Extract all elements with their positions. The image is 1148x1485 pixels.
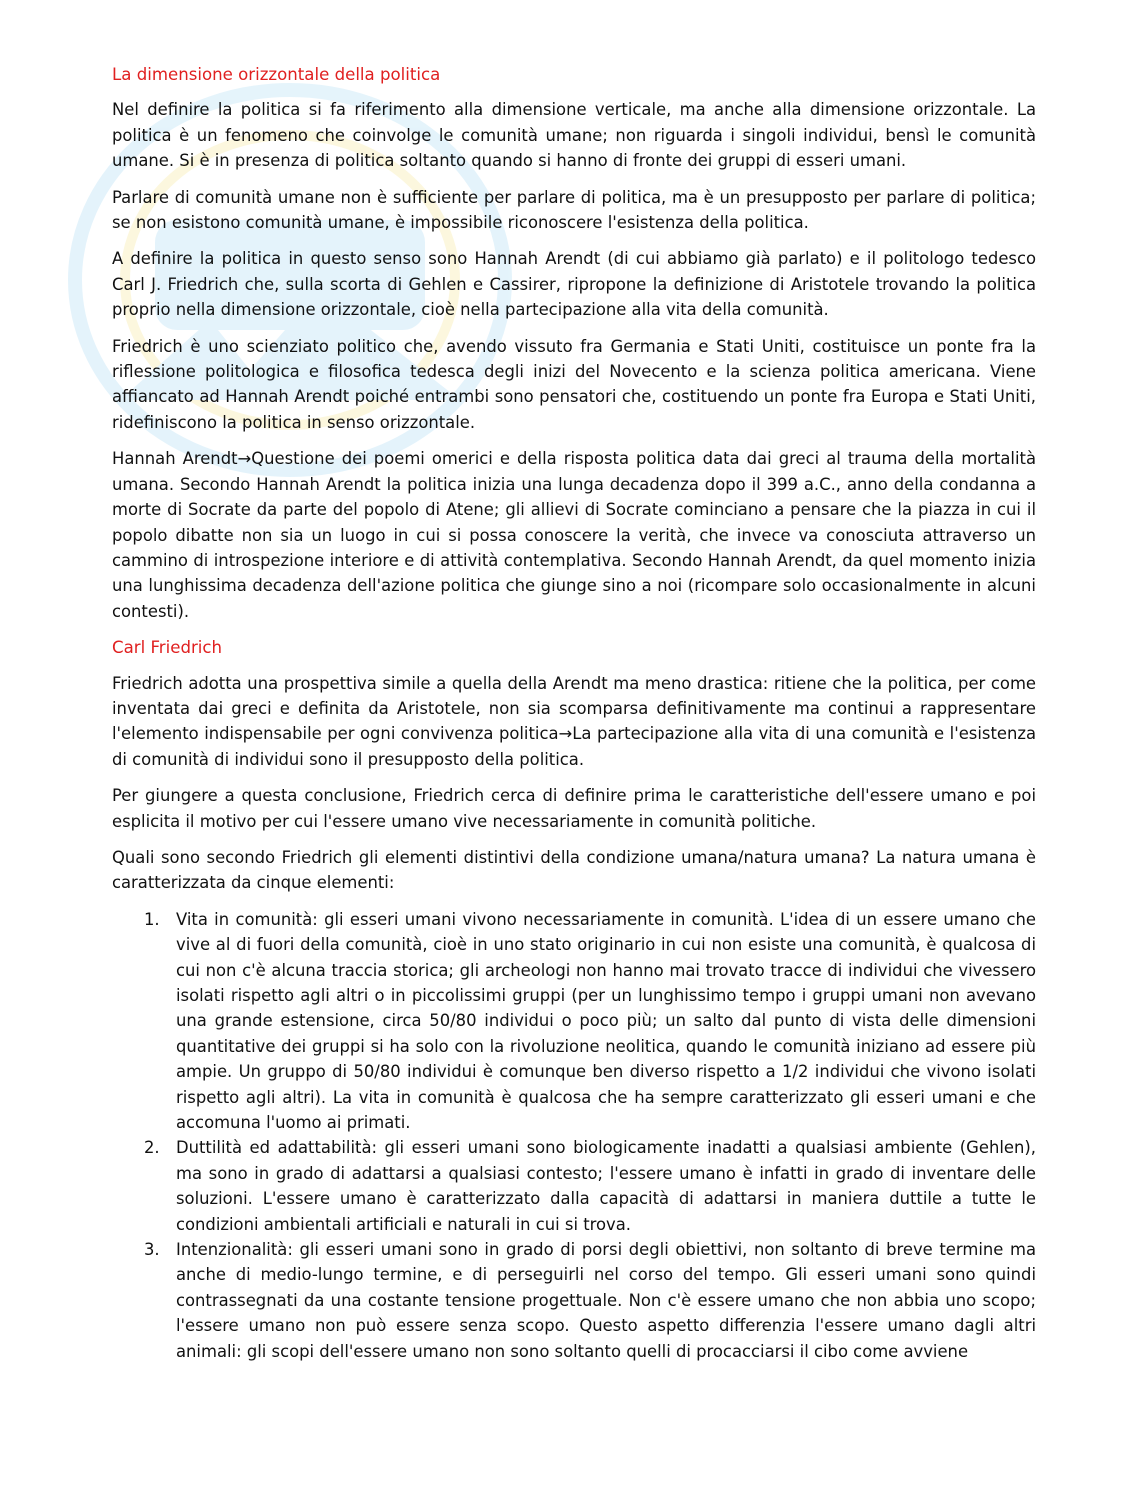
list-item	[112, 907, 1036, 1136]
paragraph: Friedrich adotta una prospettiva simile a quella della Arendt ma meno drastica: ritiene che la politica, per come inventata dai greci e definita da Aristotele, non sia scomparsa definitivamente ma continui a rappresentare l'elemento indispensabile per ogni convivenza politica→La partecipazione alla vita di una comunità e l'esistenza di comunità di individui sono il presupposto della politica.	[112, 673, 1036, 769]
paragraph: Parlare di comunità umane non è sufficiente per parlare di politica, ma è un presupposto per parlare di politica; se non esistono comunità umane, è impossibile riconoscere l'esistenza della politica.	[112, 187, 1036, 233]
section-heading-dimensione-orizzontale: La dimensione orizzontale della politica	[112, 65, 441, 84]
list-item-number: 2.	[144, 1138, 160, 1158]
section-heading-carl-friedrich: Carl Friedrich	[112, 638, 223, 658]
paragraph: Nel definire la politica si fa riferimento alla dimensione verticale, ma anche alla dimensione orizzontale. La politica è un fenomeno che coinvolge le comunità umane; non riguarda i singoli individui, bensì le comunità umane. Si è in presenza di politica soltanto quando si hanno di fronte dei gruppi di esseri umani.	[112, 100, 1036, 171]
list-item	[112, 1135, 1036, 1237]
list-item-text: Vita in comunità: gli esseri umani vivono necessariamente in comunità. L'idea di un essere umano che vive al di fuori della comunità, cioè in uno stato originario in cui non esiste una comunità, è qualcosa di cui non c'è alcuna traccia storica; gli archeologi non hanno mai trovato tracce di individui che vivessero isolati rispetto agli altri o in piccolissimi gruppi (per un lunghissimo tempo i gruppi umani non avevano una grande estensione, circa 50/80 individui o poco più; un salto dal punto di vista delle dimensioni quantitative dei gruppi si ha solo con la rivoluzione neolitica, quando le comunità iniziano ad essere più ampie. Un gruppo di 50/80 individui è comunque ben diverso rispetto a 1/2 individui che vivono isolati rispetto agli altri). La vita in comunità è qualcosa che ha sempre caratterizzato gli esseri umani e che accomuna l'uomo ai primati.	[176, 909, 1036, 1133]
document-page	[112, 62, 1036, 1364]
numbered-list	[112, 907, 1036, 1364]
paragraph: Per giungere a questa conclusione, Friedrich cerca di definire prima le caratteristiche dell'essere umano e poi esplicita il motivo per cui l'essere umano vive necessariamente in comunità politiche.	[112, 786, 1036, 831]
list-item	[112, 1237, 1036, 1364]
paragraph: A definire la politica in questo senso sono Hannah Arendt (di cui abbiamo già parlato) e il politologo tedesco Carl J. Friedrich che, sulla scorta di Gehlen e Cassirer, ripropone la definizione di Aristotele trovando la politica proprio nella dimensione orizzontale, cioè nella partecipazione alla vita della comunità.	[112, 249, 1036, 320]
paragraph: Quali sono secondo Friedrich gli elementi distintivi della condizione umana/natura umana? La natura umana è caratterizzata da cinque elementi:	[112, 847, 1036, 893]
list-item-number: 3.	[144, 1240, 160, 1260]
list-item-number: 1.	[144, 909, 160, 929]
paragraph: Friedrich è uno scienziato politico che, avendo vissuto fra Germania e Stati Uniti, costituisce un ponte fra la riflessione politologica e filosofica tedesca degli inizi del Novecento e la scienza politica americana. Viene affiancato ad Hannah Arendt poiché entrambi sono pensatori che, costituendo un ponte fra Europa e Stati Uniti, ridefiniscono la politica in senso orizzontale.	[112, 336, 1036, 432]
list-item-text: Duttilità ed adattabilità: gli esseri umani sono biologicamente inadatti a qualsiasi ambiente (Gehlen), ma sono in grado di adattarsi a qualsiasi contesto; l'essere umano è infatti in grado di inventare delle soluzioni. L'essere umano è caratterizzato dalla capacità di adattarsi in maniera duttile a tutte le condizioni ambientali artificiali e naturali in cui si trova.	[176, 1138, 1036, 1234]
paragraph: Hannah Arendt→Questione dei poemi omerici e della risposta politica data dai greci al trauma della mortalità umana. Secondo Hannah Arendt la politica inizia una lunga decadenza dopo il 399 a.C., anno della condanna a morte di Socrate da parte del popolo di Atene; gli allievi di Socrate cominciano a pensare che la piazza in cui il popolo dibatte non sia un luogo in cui si possa conoscere la verità, che invece va conosciuta attraverso un cammino di introspezione interiore e di attività contemplativa. Secondo Hannah Arendt, da quel momento inizia una lunghissima decadenza dell'azione politica che giunge sino a noi (ricompare solo occasionalmente in alcuni contesti).	[112, 449, 1036, 621]
list-item-text: Intenzionalità: gli esseri umani sono in grado di porsi degli obiettivi, non soltanto di breve termine ma anche di medio-lungo termine, e di perseguirli nel corso del tempo. Gli esseri umani sono quindi contrassegnati da una costante tensione progettuale. Non c'è essere umano che non abbia uno scopo; l'essere umano non può essere senza scopo. Questo aspetto differenzia l'essere umano dagli altri animali: gli scopi dell'essere umano non sono soltanto quelli di procacciarsi il cibo come avviene	[176, 1240, 1036, 1361]
